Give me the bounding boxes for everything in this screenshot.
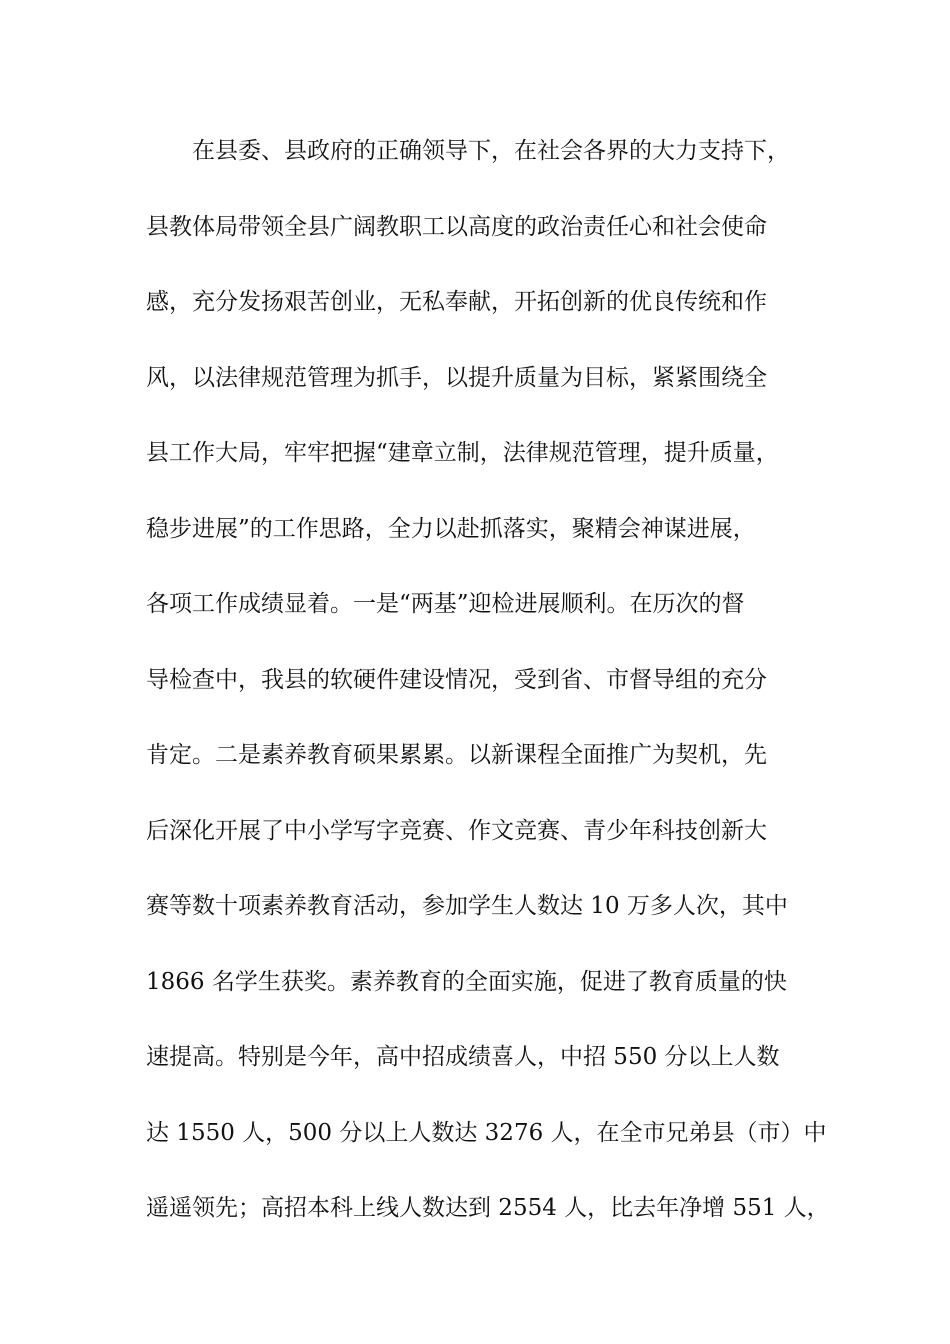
text-line: 赛等数十项素养教育活动，参加学生人数达 10 万多人次，其中 xyxy=(146,893,788,919)
text-line: 后深化开展了中小学写字竞赛、作文竞赛、青少年科技创新大 xyxy=(146,817,767,844)
text-line: 导检查中，我县的软硬件建设情况，受到省、市督导组的充分 xyxy=(146,666,767,693)
text-line: 风，以法律规范管理为抓手，以提升质量为目标，紧紧围绕全 xyxy=(146,364,767,391)
text-line: 速提高。特别是今年，高中招成绩喜人，中招 550 分以上人数 xyxy=(146,1044,780,1070)
body-paragraph xyxy=(146,131,836,1264)
text-line: 在县委、县政府的正确领导下，在社会各界的大力支持下， xyxy=(192,138,790,164)
text-line: 县教体局带领全县广阔教职工以高度的政治责任心和社会使命 xyxy=(146,213,767,240)
text-line: 遥遥领先；高招本科上线人数达到 2554 人，比去年净增 551 人， xyxy=(146,1195,830,1221)
text-line: 1866 名学生获奖。素养教育的全面实施，促进了教育质量的快 xyxy=(146,968,787,995)
text-line: 稳步进展”的工作思路，全力以赴抓落实，聚精会神谋进展， xyxy=(146,515,756,542)
text-line: 感，充分发扬艰苦创业，无私奉献，开拓创新的优良传统和作 xyxy=(146,289,767,315)
text-line: 肯定。二是素养教育硕果累累。以新课程全面推广为契机，先 xyxy=(146,742,767,768)
text-line: 达 1550 人，500 分以上人数达 3276 人，在全市兄弟县（市）中 xyxy=(146,1119,827,1146)
text-line: 各项工作成绩显着。一是“两基”迎检进展顺利。在历次的督 xyxy=(146,591,745,617)
text-line: 县工作大局，牢牢把握“建章立制，法律规范管理，提升质量， xyxy=(146,440,779,466)
